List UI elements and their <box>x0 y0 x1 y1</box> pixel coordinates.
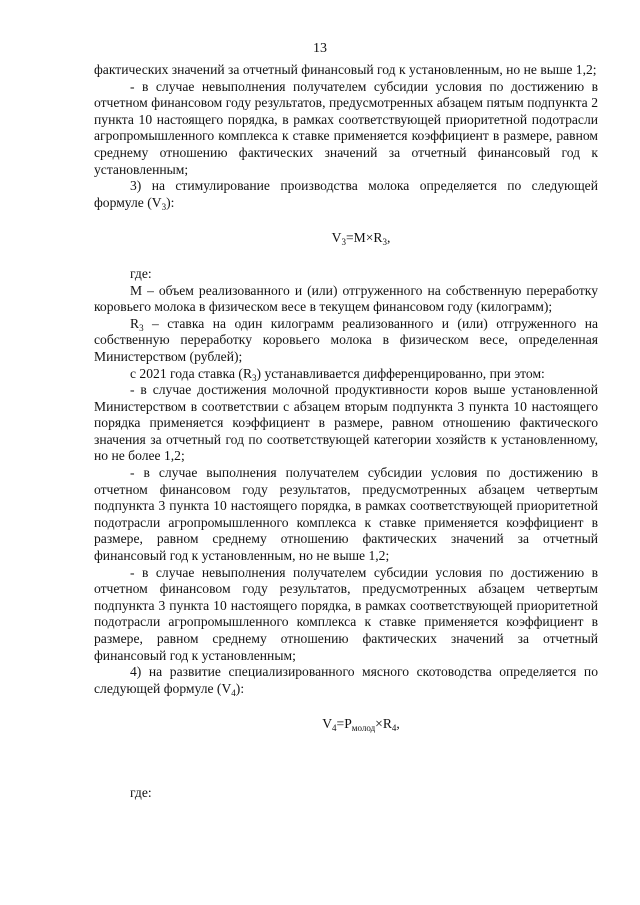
paragraph: 3) на стимулирование производства молока определяется по следующей формуле $(V_3)$: <box>94 178 598 212</box>
paragraph: - в случае достижения молочной продуктивности коров выше установленной Министерством в соответствии с абзацем вторым подпункта 3 пункта 10 настоящего порядка применяется коэффициент в размере, равном отношению фактического значения за отчетный год по соответствующей категории хозяйств к установленному, но не более 1,2; <box>94 382 598 464</box>
paragraph: $R_3$ – ставка на один килограмм реализованного и (или) отгруженного на собственную переработку коровьего молока в физическом весе, определенная Министерством (рублей); <box>94 315 598 364</box>
paragraph: М – объем реализованного и (или) отгруженного на собственную переработку коровьего молока в физическом весе в текущем финансовом году (килограмм); <box>94 282 598 315</box>
paragraph: - в случае невыполнения получателем субсидии условия по достижению в отчетном финансовом году результатов, предусмотренных абзацем четвертым подпункта 3 пункта 10 настоящего порядка, в рамках соответствующей приоритетной подотрасли агропромышленного комплекса к ставке применяется коэффициент в размере, равном среднему отношению фактических значений за отчетный финансовый год к установленным; <box>94 564 598 663</box>
paragraph: фактических значений за отчетный финансовый год к установленным, но не выше 1,2; <box>94 62 597 77</box>
document-body <box>94 62 598 802</box>
formula-v3: $V_3=M\times R_3$, <box>331 230 391 248</box>
paragraph: - в случае выполнения получателем субсидии условия по достижению в отчетном финансовом году результатов, предусмотренных абзацем четвертым подпункта 3 пункта 10 настоящего порядка, в рамках соответствующей приоритетной подотрасли агропромышленного комплекса к ставке применяется коэффициент в размере, равном среднему отношению фактических значений за отчетный финансовый год к установленным, но не выше 1,2; <box>94 465 598 564</box>
formula-v4: $V_4=P_{молод}\times R_4$, <box>322 716 400 734</box>
where-label: где: <box>130 265 152 281</box>
page-number: 13 <box>313 41 327 56</box>
paragraph: - в случае невыполнения получателем субсидии условия по достижению в отчетном финансовом году результатов, предусмотренных абзацем пятым подпункта 2 пункта 10 настоящего порядка, в рамках соответствующей приоритетной подотрасли агропромышленного комплекса к ставке применяется коэффициент в размере, равном среднему отношению фактических значений за отчетный финансовый год к установленным; <box>94 78 598 177</box>
where-label: где: <box>130 784 152 800</box>
paragraph: 4) на развитие специализированного мясного скотоводства определяется по следующей формуле $(V_4)$: <box>94 664 598 698</box>
paragraph: с 2021 года ставка $(R_3)$ устанавливается дифференцированно, при этом: <box>130 365 545 383</box>
